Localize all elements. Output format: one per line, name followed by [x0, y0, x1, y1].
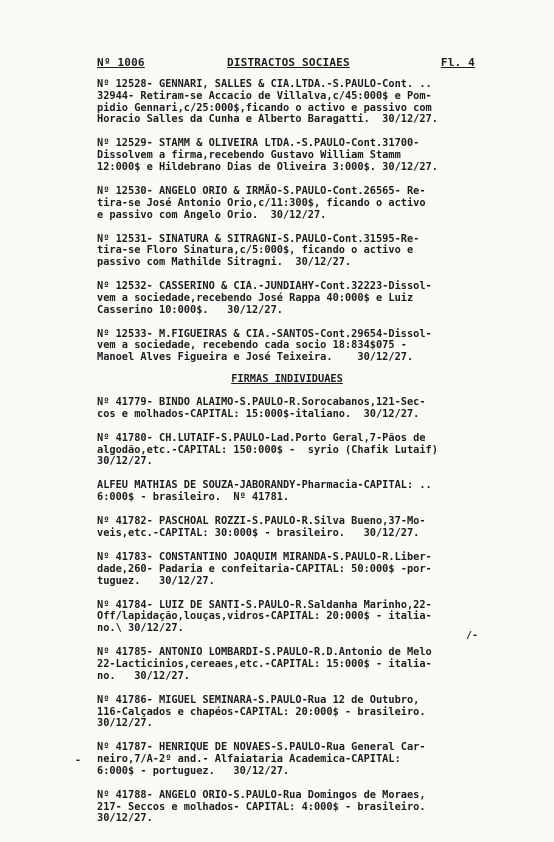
firmas-entries [97, 397, 477, 825]
entry [97, 790, 477, 825]
entry-line: no. 30/12/27. [97, 669, 190, 682]
entry-line: tira-se Floro Sinatura,c/5:000$, ficando o activo e [97, 244, 414, 257]
entry-line: Off/lapidação,louças,vidros-CAPITAL: 20:000$ - italia- [97, 610, 432, 623]
entry-line: 217- Seccos e molhados- CAPITAL: 4:000$ - brasileiro. [97, 800, 426, 813]
entry [97, 480, 477, 504]
entry [97, 138, 477, 173]
section-title: FIRMAS INDIVIDUAES [231, 373, 343, 386]
entry-line: Nº 41783- CONSTANTINO JOAQUIM MIRANDA-S.PAULO-R.Liber- [97, 550, 432, 563]
entry-line: 6:000$ - portuguez. 30/12/27. [97, 764, 290, 777]
entry-line: e passivo com Angelo Orio. 30/12/27. [97, 208, 327, 221]
entry-line: 6:000$ - brasileiro. Nº 41781. [97, 491, 290, 504]
entry-line: Horacio Salles da Cunha e Alberto Baragatti. 30/12/27. [97, 113, 438, 126]
entry-line: Nº 12533- M.FIGUEIRAS & CIA.-SANTOS-Cont.29654-Dissol- [97, 327, 432, 340]
distractos-entries [97, 79, 477, 364]
entry-line: Nº 41784- LUIZ DE SANTI-S.PAULO-R.Saldanha Marinho,22- [97, 598, 432, 611]
entry-line: pidio Gennari,c/25:000$,ficando o activo e passivo com [97, 101, 432, 114]
entry-line: vem a sociedade, recebendo cada socio 18:834$075 - [97, 339, 407, 352]
entry-line: 30/12/27. [97, 455, 153, 468]
entry [97, 234, 477, 269]
entry-line: tira-se José Antonio Orio,c/11:300$, ficando o activo [97, 196, 426, 209]
entry [97, 329, 477, 364]
entry-line: 30/12/27. [97, 717, 153, 730]
margin-mark: - [75, 755, 82, 766]
entry-line: neiro,7/A-2º and.- Alfaiataria Academica-CAPITAL: [97, 753, 401, 766]
entry-line: Nº 41782- PASCHOAL ROZZI-S.PAULO-R.Silva Bueno,37-Mo- [97, 515, 426, 528]
entry-line: 32944- Retiram-se Accacio de Villalva,c/45:000$ e Pom- [97, 89, 432, 102]
entry-line: dade,260- Padaria e confeitaria-CAPITAL: 50:000$ -por- [97, 562, 432, 575]
entry-line: Dissolvem a firma,recebendo Gustavo William Stamm [97, 149, 401, 162]
entry-line: Nº 12529- STAMM & OLIVEIRA LTDA.-S.PAULO-Cont.31700- [97, 137, 420, 150]
entry-line: Nº 41788- ANGELO ORIO-S.PAULO-Rua Domingos de Moraes, [97, 788, 426, 801]
entry-line: Nº 12531- SINATURA & SITRAGNI-S.PAULO-Cont.31595-Re- [97, 232, 420, 245]
entry-line: Nº 41786- MIGUEL SEMINARA-S.PAULO-Rua 12 de Outubro, [97, 693, 420, 706]
entry-line: no.\ 30/12/27. [97, 622, 184, 635]
margin-mark: /- [466, 630, 479, 641]
entry [97, 281, 477, 316]
entry-line: Nº 12530- ANGELO ORIO & IRMÃO-S.PAULO-Cont.26565- Re- [97, 184, 426, 197]
entry-line: passivo com Mathilde Sitragni. 30/12/27. [97, 256, 352, 269]
page-number: Nº 1006 [97, 56, 145, 69]
entry-line: cos e molhados-CAPITAL: 15:000$-italiano. 30/12/27. [97, 407, 420, 420]
entry-line: 22-Lacticinios,cereaes,etc.-CAPITAL: 15:000$ - italia- [97, 657, 432, 670]
entries-list [97, 79, 477, 837]
entry-line: 116-Calçados e chapéos-CAPITAL: 20:000$ - brasileiro. [97, 705, 426, 718]
page-title: DISTRACTOS SOCIAES [227, 56, 350, 69]
entry [97, 695, 477, 730]
entry-line: 30/12/27. [97, 812, 153, 825]
entry-line: Nº 12532- CASSERINO & CIA.-JUNDIAHY-Cont.32223-Dissol- [97, 280, 432, 293]
entry [97, 186, 477, 221]
entry-line: Manoel Alves Figueira e José Teixeira. 30/12/27. [97, 351, 414, 364]
entry-line: Casserino 10:000$. 30/12/27. [97, 303, 283, 316]
entry-line: ALFEU MATHIAS DE SOUZA-JABORANDY-Pharmacia-CAPITAL: .. [97, 479, 432, 492]
entry-line: Nº 41787- HENRIQUE DE NOVAES-S.PAULO-Rua General Car- [97, 741, 426, 754]
entry-line: Nº 41785- ANTONIO LOMBARDI-S.PAULO-R.D.Antonio de Melo [97, 646, 432, 659]
entry [97, 397, 477, 421]
entry-line: veis,etc.-CAPITAL: 30:000$ - brasileiro. 30/12/27. [97, 527, 420, 539]
entry-line: Nº 41779- BINDO ALAIMO-S.PAULO-R.Sorocabanos,121-Sec- [97, 396, 426, 409]
entry [97, 647, 477, 682]
entry [97, 516, 477, 540]
entry-line: Nº 12528- GENNARI, SALLES & CIA.LTDA.-S.PAULO-Cont. .. [97, 78, 432, 90]
entry [97, 600, 477, 635]
folio-number: Fl. 4 [440, 56, 475, 69]
entry-line: vem a sociedade,recebendo José Rappa 40:000$ e Luiz [97, 291, 414, 304]
entry-line: Nº 41780- CH.LUTAIF-S.PAULO-Lad.Porto Geral,7-Pãos de [97, 431, 426, 444]
entry [97, 742, 477, 777]
entry [97, 552, 477, 587]
entry [97, 79, 477, 126]
entry [97, 433, 477, 468]
entry-line: 12:000$ e Hildebrano Dias de Oliveira 3:000$. 30/12/27. [97, 160, 438, 173]
entry-line: tuguez. 30/12/27. [97, 574, 215, 587]
page-header [97, 56, 475, 72]
entry-line: algodão,etc.-CAPITAL: 150:000$ - syrio (Chafik Lutaif) [97, 443, 438, 456]
